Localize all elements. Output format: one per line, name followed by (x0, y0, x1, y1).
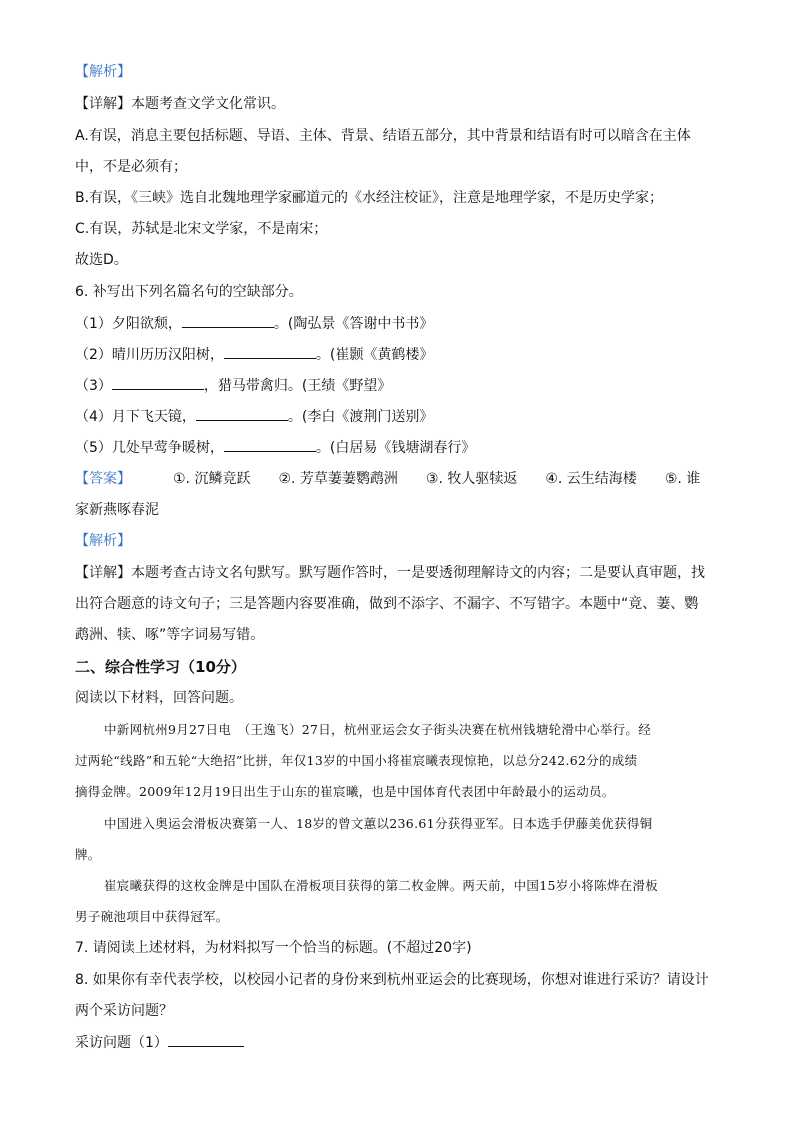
answer-blank[interactable] (112, 375, 204, 390)
answer-label: 【答案】 (75, 471, 131, 487)
q6-item-4-prefix: （4）月下飞天镜， (75, 409, 196, 425)
analysis-heading-2: 【解析】 (75, 533, 131, 549)
answer-line-2: 家新燕啄春泥 (75, 502, 159, 518)
q6-item-1 (75, 313, 725, 334)
answer-blank[interactable] (182, 313, 274, 328)
question-8-line-2: 两个采访问题？ (75, 1003, 173, 1019)
q6-item-2-prefix: （2）晴川历历汉阳树， (75, 347, 224, 363)
detail-2-line-1: 【详解】本题考查古诗文名句默写。默写题作答时，一是要透彻理解诗文的内容；二是要认真审题，找 (75, 565, 705, 581)
material-p3-line-1: 崔宸曦获得的这枚金牌是中国队在滑板项目获得的第二枚金牌。两天前，中国15岁小将陈烨在滑板 (104, 878, 659, 893)
detail-paragraph: 【详解】本题考查文学文化常识。 (75, 96, 285, 112)
option-b: B.有误，《三峡》选自北魏地理学家郦道元的《水经注校证》，注意是地理学家，不是历史学家； (75, 190, 664, 206)
option-c: C.有误，苏轼是北宋文学家，不是南宋； (75, 221, 328, 237)
q6-item-3 (75, 375, 725, 396)
q6-item-2-source: 。(崔颢《黄鹤楼》 (315, 347, 434, 363)
material-p1-line-2: 过两轮“线路”和五轮“大绝招”比拼，年仅13岁的中国小将崔宸曦表现惊艳，以总分242.62分的成绩 (75, 753, 638, 768)
detail-2-line-3: 鹉洲、犊、啄”等字词易写错。 (75, 627, 265, 643)
q6-item-5-source: 。(白居易《钱塘湖春行》 (315, 440, 476, 456)
answer-item-3: ③. 牧人驱犊返 (425, 471, 518, 487)
material-p1-line-3: 摘得金牌。2009年12月19日出生于山东的崔宸曦，也是中国体育代表团中年龄最小的运动员。 (75, 784, 615, 799)
option-a-line-2: 中，不是必须有； (75, 159, 187, 175)
answer-blank[interactable] (196, 406, 288, 421)
q6-item-5 (75, 437, 725, 458)
choice-conclusion: 故选D。 (75, 252, 128, 268)
q6-item-4 (75, 406, 725, 427)
q6-item-2 (75, 344, 725, 365)
material-p3-line-2: 男子碗池项目中获得冠军。 (75, 909, 229, 924)
question-8-line-1: 8. 如果你有幸代表学校，以校园小记者的身份来到杭州亚运会的比赛现场，你想对谁进行采访？请设计 (75, 972, 709, 988)
analysis-heading: 【解析】 (75, 64, 131, 80)
interview-question-1 (75, 1032, 725, 1053)
answer-item-2: ②. 芳草萋萋鹦鹉洲 (278, 471, 398, 487)
material-p2-line-1: 中国进入奥运会滑板决赛第一人、18岁的曾文蕙以236.61分获得亚军。日本选手伊藤美优获得铜 (104, 816, 653, 831)
answer-item-1: ①. 沉鳞竞跃 (173, 471, 251, 487)
material-p1-line-1: 中新网杭州9月27日电 （王逸飞）27日，杭州亚运会女子街头决赛在杭州钱塘轮滑中心举行。经 (104, 722, 652, 737)
answer-blank[interactable] (224, 344, 316, 359)
interview-question-label: 采访问题（1） (75, 1035, 168, 1051)
q6-item-4-source: 。(李白《渡荆门送别》 (287, 409, 434, 425)
section-heading: 二、综合性学习（10分） (75, 658, 246, 676)
q6-item-1-prefix: （1）夕阳欲颓， (75, 316, 182, 332)
answer-line (75, 469, 725, 489)
q6-item-5-prefix: （5）几处早莺争暖树， (75, 440, 224, 456)
q6-item-3-source: ，猎马带禽归。(王绩《野望》 (203, 378, 392, 394)
answer-blank[interactable] (224, 437, 316, 452)
answer-item-5: ⑤. 谁 (664, 471, 701, 487)
detail-2-line-2: 出符合题意的诗文句子；三是答题内容要准确，做到不添字、不漏字、不写错字。本题中“竟、萋、鹦 (75, 596, 699, 612)
answer-item-4: ④. 云生结海楼 (545, 471, 637, 487)
reading-instruction: 阅读以下材料，回答问题。 (75, 690, 243, 706)
option-a-line-1: A.有误，消息主要包括标题、导语、主体、背景、结语五部分，其中背景和结语有时可以暗含在主体 (75, 128, 691, 144)
q6-item-1-source: 。(陶弘景《答谢中书书》 (273, 316, 434, 332)
question-7: 7. 请阅读上述材料，为材料拟写一个恰当的标题。(不超过20字) (75, 940, 472, 956)
question-6: 6. 补写出下列名篇名句的空缺部分。 (75, 284, 303, 300)
material-p2-line-2: 牌。 (75, 847, 101, 862)
q6-item-3-prefix: （3） (75, 378, 112, 394)
answer-blank[interactable] (168, 1032, 244, 1047)
